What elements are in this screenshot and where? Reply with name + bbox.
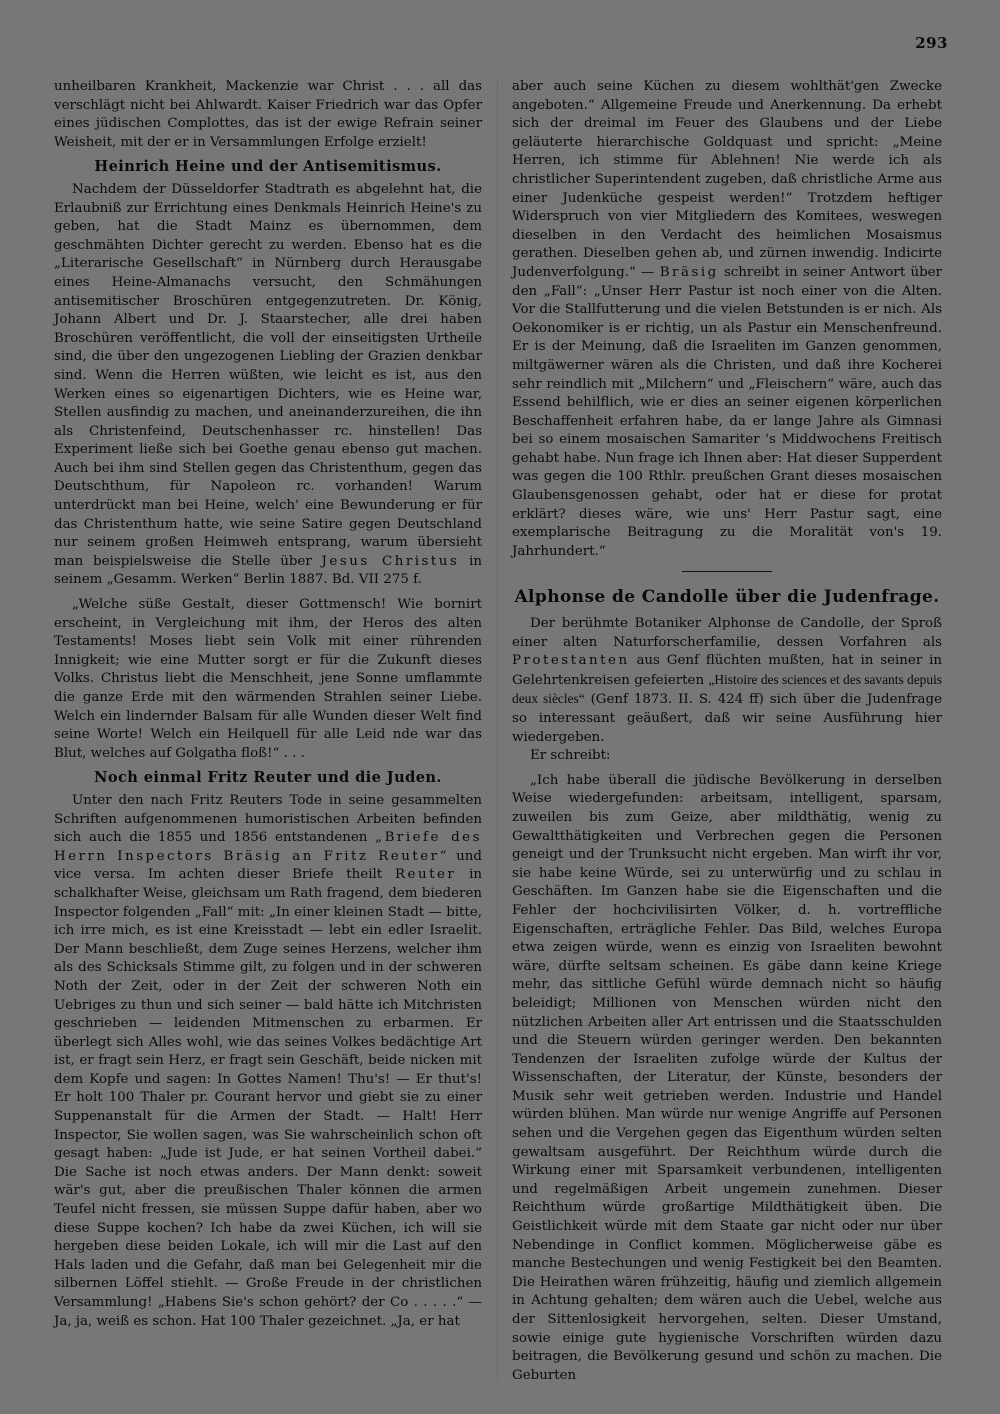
candolle-paragraph xyxy=(512,615,942,747)
continuation-text-b: schreibt in seiner Antwort über den „Fall“: „Unser Herr Pastur ist noch einer von die Alten. Vor die Stallfutterung und die vielen Betstunden is er nich. Als Oekonomiker is er richtig, un als Pastur ein Menschenfreund. Er is der Meinung, daß die Israeliten im Ganzen genommen, miltgäwerner wären als die Christen, und daß ihre Kocherei sehr reindlich mit „Milchern“ und „Fleischern“ wäre, auch das Essend behilflich, wie er dies an seiner eigenen körperlichen Beschaffenheit erfahren habe, da er lange Jahre als Gimnasi bei so einem mosaischen Samariter 's Middwochens Freitisch gehabt habe. Nun frage ich Ihnen aber: Hat dieser Supperdent was gegen die 100 Rthlr. preußchen Grant dieses mosaischen Glaubensgenossen gehabt, oder hat er diese for protat erklärt? dieses wäre, wie uns' Herr Pastur sagt, eine exemplarische Beitragung zu die Moralität von's 19. Jahrhundert.“ xyxy=(512,264,942,559)
reuter-spaced-title: „Briefe des Herrn Inspectors Bräsig an Fritz Reuter“ xyxy=(54,830,482,864)
heading-reuter: Noch einmal Fritz Reuter und die Juden. xyxy=(94,769,442,787)
intro-paragraph: unheilbaren Krankheit, Mackenzie war Christ . . . all das verschlägt nicht bei Ahlwardt. Kaiser Friedrich war das Opfer eines jüdischen Complottes, das ist der ewige Refrain seiner Weisheit, mit der er in Versammlungen Erfolge erzielt! xyxy=(54,79,482,150)
continuation-spaced-name: Bräsig xyxy=(659,264,719,280)
heading-candolle: Alphonse de Candolle über die Judenfrage. xyxy=(514,587,940,608)
heine-paragraph xyxy=(54,181,482,590)
heine-text-tail: in seinem „Gesamm. Werken“ Berlin 1887. Bd. VII 275 f. xyxy=(54,553,482,588)
heine-text: Nachdem der Düsseldorfer Stadtrath es abgelehnt hat, die Erlaubniß zur Errichtung eines Denkmals Heinrich Heine's zu geben, hat die Stadt Mainz es übernommen, dem geschmähten Dichter gerecht zu werden. Ebenso hat es die „Literarische Gesellschaft“ in Nürnberg durch Herausgabe eines Heine-Almanachs versucht, den Schmähungen antisemitischer Broschüren entgegenzutreten. Dr. König, Johann Albert und Dr. J. Staarstecher, alle drei haben Broschüren veröffentlicht, die voll der einseitigsten Urtheile sind, die über den ungezogenen Liebling der Grazien denkbar sind. Wenn die Herren wüßten, wie leicht es ist, aus den Werken eines so eigenartigen Dichters, wie es Heine war, Stellen ausfindig zu machen, und aneinanderzureihen, die ihn als Christenfeind, Deutschenhasser rc. hinstellen! Das Experiment ließe sich bei Goethe genau ebenso gut machen. Auch bei ihm sind Stellen gegen das Christenthum, gegen das Deutschthum, für Napoleon rc. vorhanden! Warum unterdrückt man bei Heine, welch' eine Bewunderung er für das Christenthum hatte, wie seine Satire gegen Deutschland nur seinem großen Heimweh entsprang, warum übersieht man beispielsweise die Stelle über xyxy=(54,181,482,569)
reuter-text-a: Unter den nach Fritz Reuters Tode in seine gesammelten Schriften aufgenommenen humoristischen Arbeiten befinden sich auch die 1855 und 1856 entstandenen xyxy=(54,792,482,846)
candolle-text-b: aus Genf flüchten mußten, hat in seiner in Gelehrtenkreisen gefeierten xyxy=(512,653,942,688)
reuter-text-c: in schalkhafter Weise, gleichsam um Rath fragend, dem biederen Inspector folgenden „Fall“ mit: „In einer kleinen Stadt — bitte, ich irre mich, es ist eine Kreisstadt — lebt ein edler Israelit. Der Mann beschließt, dem Zuge seines Herzens, welcher ihm als des Schicksals Stimme gilt, zu folgen und in der schweren Noth der Zeit, oder in der Zeit der schweren Noth ein Uebriges zu thun und sich seiner — bald hätte ich Mitchristen geschrieben — leidenden Mitmenschen zu erbarmen. Er überlegt sich Alles wohl, wie das seines Volkes bedächtige Art ist, er fragt sein Herz, er fragt sein Geschäft, beide nicken mit dem Kopfe und sagen: In Gottes Namen! Thu's! — Er thut's! Er holt 100 Thaler pr. Courant hervor und giebt sie zu einer Suppenanstalt für die Armen der Stadt. — Halt! Herr Inspector, Sie wollen sagen, was Sie wahrscheinlich schon oft gesagt haben: „Jude ist Jude, er hat seinen Vortheil dabei.“ Die Sache ist noch etwas anders. Der Mann denkt: soweit wär's gut, aber die preußischen Thaler können die armen Teufel nicht fressen, sie müssen Suppe dafür haben, aber wo diese Suppe kochen? Ich habe da zwei Küchen, ich will sie hergeben diese beiden Lokale, ich will mir die Last auf den Hals laden und die Gefahr, daß man bei Gelegenheit mir die silbernen Löffel stiehlt. — Große Freude in der christlichen Versammlung! „Habens Sie's schon gehört? der Co . . . . .“ — Ja, ja, weiß es schon. Hat 100 Thaler gezeichnet. „Ja, er hat xyxy=(54,867,482,1329)
heading-heine: Heinrich Heine und der Antisemitismus. xyxy=(94,158,442,176)
page-number: 293 xyxy=(915,34,948,52)
section-separator xyxy=(682,571,772,572)
left-column xyxy=(54,78,482,1331)
reuter-paragraph xyxy=(54,792,482,1331)
right-column xyxy=(512,78,942,1385)
candolle-text-c: (Genf 1873. II. S. 424 ff) sich über die Judenfrage so interessant geäußert, daß wir seine Ausführung hier wiedergeben. xyxy=(512,692,942,745)
candolle-book-title: „Histoire des sciences et des savants depuis deux siècles“ xyxy=(512,671,943,707)
heine-quote: „Welche süße Gestalt, dieser Gottmensch! Wie bornirt erscheint, in Vergleichung mit ihm, der Heros des alten Testaments! Moses liebt sein Volk mit einer rührenden Innigkeit; wie eine Mutter sorgt er für die Zukunft dieses Volks. Christus liebt die Menschheit, jene Sonne umflammte die ganze Erde mit den wärmenden Strahlen seiner Liebe. Welch ein lindernder Balsam für alle Wunden dieser Welt find seine Worte! Welch ein Heilquell für alle Leid nde war das Blut, welches auf Golgatha floß!“ . . . xyxy=(54,597,482,761)
reuter-spaced-name: Reuter xyxy=(394,867,457,883)
candolle-spaced-word: Protestanten xyxy=(512,653,630,669)
reuter-text-b: und vice versa. Im achten dieser Briefe theilt xyxy=(54,848,482,883)
reuter-continuation xyxy=(512,78,942,561)
candolle-quote: „Ich habe überall die jüdische Bevölkerung in derselben Weise wiedergefunden: arbeitsam, intelligent, sparsam, zuweilen bis zum Geize, aber mildthätig, wenig zu Gewaltthätigkeiten und Verbrechen gegen die Personen geneigt und der Trunksucht nicht ergeben. Man wirft ihr vor, sie habe keine Würde, sei zu unterwürfig und zu schlau in Geschäften. Im Ganzen habe sie die Eigenschaften und die Fehler der hochcivilisirten Völker, d. h. vortreffliche Eigenschaften, erträgliche Fehler. Das Bild, welches Europa etwa zeigen würde, wenn es einzig von Israeliten bewohnt wäre, dürfte seltsam scheinen. Es gäbe dann keine Kriege mehr, das sittliche Gefühl würde demnach nicht so häufig beleidigt; Millionen von Menschen würden nicht den nützlichen Arbeiten aller Art entrissen und die Staatsschulden und die Steuern würden geringer werden. Den bekannten Tendenzen der Israeliten zufolge würde der Kultus der Wissenschaften, der Literatur, der Künste, besonders der Musik sehr weit getrieben werden. Industrie und Handel würden blühen. Man würde nur wenige Angriffe auf Personen sehen und die Vergehen gegen das Eigenthum würden selten gewaltsam ausgeführt. Der Reichthum würde durch die Wirkung einer mit Sparsamkeit verbundenen, intelligenten und regelmäßigen Arbeit ungemein zunehmen. Dieser Reichthum würde großartige Mildthätigkeit üben. Die Geistlichkeit würde mit dem Staate gar nicht oder nur über Nebendinge in Conflict kommen. Möglicherweise gäbe es manche Bestechungen und wenig Festigkeit bei den Beamten. Die Heirathen wären frühzeitig, häufig und ziemlich allgemein in Achtung gehalten; dem wären auch die Uebel, welche aus der Sittenlosigkeit hervorgehen, selten. Dieser Umstand, sowie einige gute hygienische Vorschriften würden dazu beitragen, die Bevölkerung gesund und schön zu machen. Die Geburten xyxy=(512,772,942,1383)
continuation-text-a: aber auch seine Küchen zu diesem wohlthät'gen Zwecke angeboten.“ Allgemeine Freude und Anerkennung. Da erhebt sich der dreimal im Feuer des Glaubens und der Liebe geläuterte hierarchische Goldquast und spricht: „Meine Herren, ich stimme für Ablehnen! Nie werde ich als christlicher Superintendent zugeben, daß christliche Arme aus einer Judenküche gespeist werden!“ Trotzdem heftiger Widerspruch von vier Mitgliedern des Komitees, weswegen dieselben in den Verdacht des heimlichen Mosaismus gerathen. Dieselben gehen ab, und zürnen inwendig. Indicirte Judenverfolgung.“ — xyxy=(512,79,942,280)
candolle-intro-quote: Er schreibt: xyxy=(530,748,611,764)
candolle-text-a: Der berühmte Botaniker Alphonse de Candolle, der Sproß einer alten Naturforscherfamilie, dessen Vorfahren als xyxy=(512,616,942,650)
heine-spaced-name: Jesus Christus xyxy=(321,553,460,569)
column-gutter xyxy=(497,80,498,1380)
